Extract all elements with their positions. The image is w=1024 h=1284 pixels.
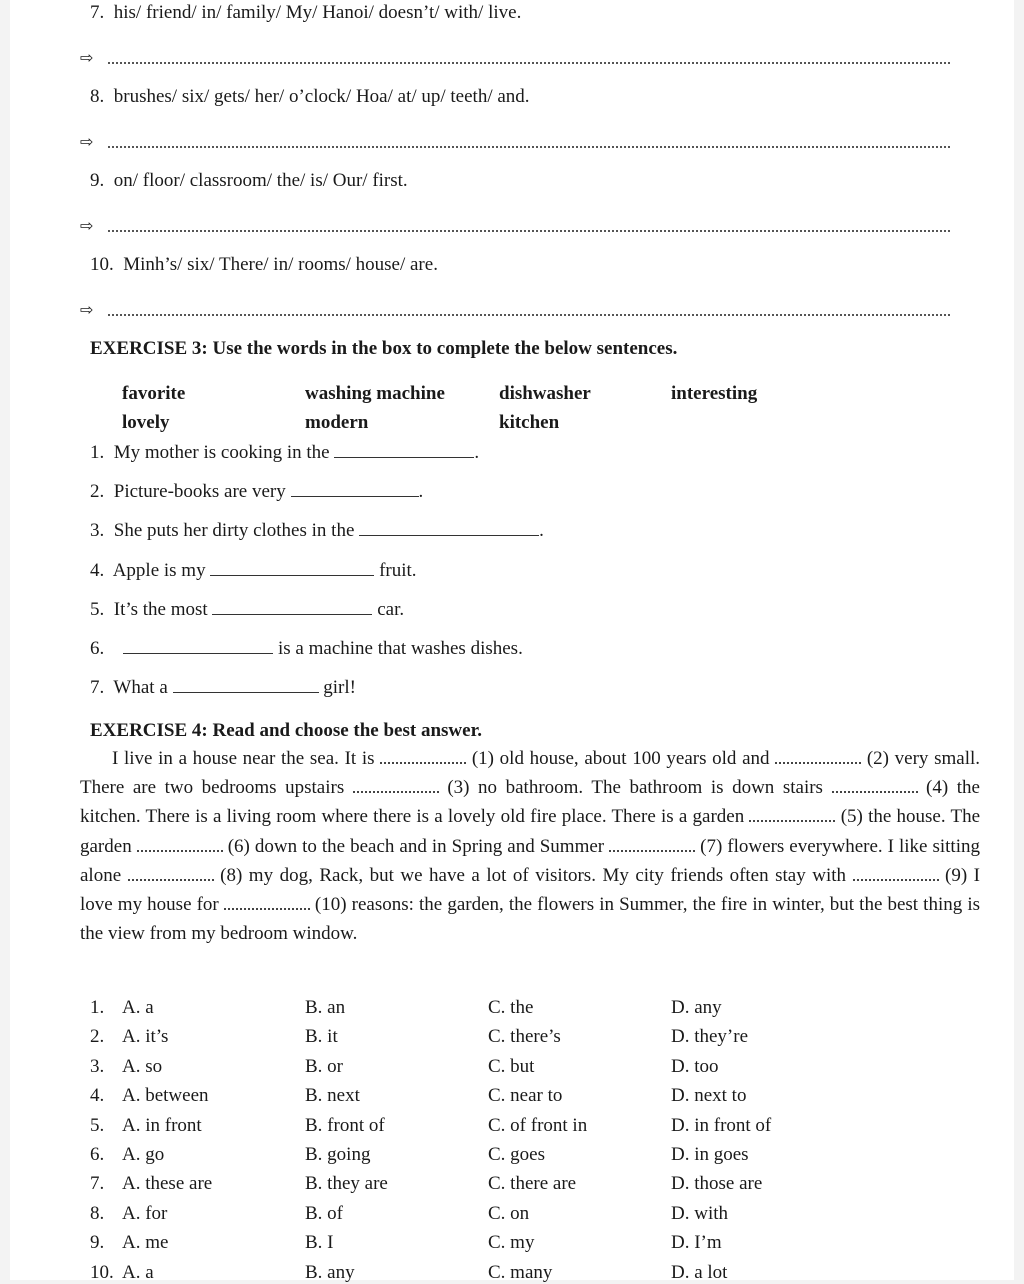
question-number: 2.	[90, 1026, 105, 1047]
exercise-4-title: EXERCISE 4: Read and choose the best answer.	[90, 720, 483, 741]
ex3-sentence	[90, 481, 423, 503]
ex2-item-10	[90, 254, 438, 276]
reading-passage	[80, 744, 980, 948]
item-words: on/ floor/ classroom/ the/ is/ Our/ first.	[113, 170, 408, 191]
ex2-item-7	[90, 2, 521, 24]
option-b[interactable]: B. I	[305, 1232, 334, 1253]
answer-blank[interactable]	[123, 639, 273, 654]
answer-line[interactable]	[108, 230, 950, 232]
ex3-sentence	[90, 520, 544, 542]
gap-4[interactable]	[832, 779, 918, 793]
question-number: 3.	[90, 1056, 105, 1077]
option-a[interactable]: A. so	[122, 1056, 163, 1077]
passage-text: (3) no bathroom. The bathroom is down stairs	[438, 777, 832, 799]
gap-1[interactable]	[380, 750, 466, 764]
question-number: 10.	[90, 1262, 114, 1283]
exercise-3-title: EXERCISE 3: Use the words in the box to complete the below sentences.	[90, 338, 678, 359]
passage-text: I live in a house near the sea. It is	[112, 748, 381, 769]
item-words: Minh’s/ six/ There/ in/ rooms/ house/ are.	[123, 254, 438, 275]
sentence-text: .	[418, 481, 424, 502]
option-c[interactable]: C. many	[488, 1262, 553, 1283]
option-d[interactable]: D. in goes	[671, 1144, 749, 1165]
sentence-text: Picture-books are very	[113, 481, 286, 502]
option-a[interactable]: A. it’s	[122, 1026, 169, 1047]
option-b[interactable]: B. going	[305, 1144, 371, 1165]
option-b[interactable]: B. it	[305, 1026, 338, 1047]
item-number: 7.	[90, 677, 105, 698]
word-box-item: lovely	[122, 412, 170, 433]
gap-2[interactable]	[775, 750, 861, 764]
sentence-text: My mother is cooking in the	[113, 442, 330, 463]
passage-text: (5) the house. The garden	[80, 806, 981, 857]
option-a[interactable]: A. a	[122, 997, 154, 1018]
gap-10[interactable]	[224, 896, 310, 910]
passage-text: (4) the kitchen. There is a living room where there is a lovely old fire place. There is a garden	[80, 777, 980, 828]
option-b[interactable]: B. they are	[305, 1173, 388, 1194]
answer-blank[interactable]	[334, 443, 474, 458]
ex3-sentence	[90, 599, 404, 621]
option-a[interactable]: A. go	[122, 1144, 165, 1165]
sentence-text: .	[539, 520, 544, 541]
answer-blank[interactable]	[291, 482, 419, 497]
ex3-sentence	[90, 638, 523, 660]
gap-9[interactable]	[853, 867, 939, 881]
sentence-text: What a	[113, 677, 168, 698]
ex3-sentence	[90, 560, 417, 582]
item-number: 1.	[90, 442, 105, 463]
item-number: 6.	[90, 638, 105, 659]
passage-text: (7) flowers everywhere. I like sitting alone	[80, 835, 980, 886]
answer-line[interactable]	[108, 146, 950, 148]
item-number: 3.	[90, 520, 105, 541]
arrow-icon: ⇨	[80, 48, 94, 67]
ex3-sentence	[90, 677, 356, 699]
passage-text: (10) reasons: the garden, the flowers in Summer, the fire in winter, but the best thing is the view from my bedroom window.	[80, 894, 980, 945]
option-b[interactable]: B. of	[305, 1203, 343, 1224]
sentence-text: girl!	[323, 677, 356, 698]
gap-3[interactable]	[353, 779, 439, 793]
ex3-sentence	[90, 442, 479, 464]
option-d[interactable]: D. too	[671, 1056, 719, 1077]
option-c[interactable]: C. there’s	[488, 1026, 561, 1047]
item-number: 4.	[90, 560, 105, 581]
option-a[interactable]: A. for	[122, 1203, 168, 1224]
arrow-icon: ⇨	[80, 300, 94, 319]
question-number: 5.	[90, 1115, 105, 1136]
question-number: 8.	[90, 1203, 105, 1224]
option-c[interactable]: C. the	[488, 997, 534, 1018]
option-a[interactable]: A. a	[122, 1262, 154, 1283]
option-d[interactable]: D. those are	[671, 1173, 763, 1194]
word-box-item: kitchen	[499, 412, 560, 433]
item-number: 7.	[90, 2, 105, 23]
option-a[interactable]: A. these are	[122, 1173, 213, 1194]
passage-text: (1) old house, about 100 years old and	[466, 748, 776, 769]
gap-8[interactable]	[128, 867, 214, 881]
question-number: 1.	[90, 997, 105, 1018]
item-number: 10.	[90, 254, 114, 275]
passage-text: (9) I love my house for	[80, 864, 980, 916]
option-a[interactable]: A. me	[122, 1232, 169, 1253]
option-c[interactable]: C. but	[488, 1056, 535, 1077]
sentence-text: Apple is my	[112, 560, 206, 581]
sentence-text: .	[474, 442, 480, 463]
item-number: 2.	[90, 481, 105, 502]
option-b[interactable]: B. or	[305, 1056, 343, 1077]
word-box-item: dishwasher	[499, 383, 591, 404]
sentence-text: She puts her dirty clothes in the	[113, 520, 355, 541]
word-box-item: modern	[305, 412, 369, 433]
item-number: 5.	[90, 599, 105, 620]
option-c[interactable]: C. on	[488, 1203, 530, 1224]
arrow-icon: ⇨	[80, 132, 94, 151]
option-d[interactable]: D. next to	[671, 1085, 747, 1106]
option-d[interactable]: D. in front of	[671, 1115, 772, 1136]
option-d[interactable]: D. I’m	[671, 1232, 722, 1253]
question-number: 4.	[90, 1085, 105, 1106]
sentence-text: car.	[377, 599, 405, 620]
item-number: 9.	[90, 170, 105, 191]
passage-text: (6) down to the beach and in Spring and Summer	[222, 835, 610, 857]
gap-5[interactable]	[749, 808, 835, 822]
item-number: 8.	[90, 86, 105, 107]
item-words: his/ friend/ in/ family/ My/ Hanoi/ doesn’t/ with/ live.	[113, 2, 522, 23]
option-c[interactable]: C. my	[488, 1232, 535, 1253]
option-c[interactable]: C. of front in	[488, 1115, 588, 1136]
option-c[interactable]: C. goes	[488, 1144, 545, 1165]
option-d[interactable]: D. any	[671, 997, 722, 1018]
question-number: 9.	[90, 1232, 105, 1253]
answer-blank[interactable]	[210, 561, 374, 576]
answer-line[interactable]	[108, 62, 950, 64]
option-c[interactable]: C. near to	[488, 1085, 563, 1106]
option-d[interactable]: D. a lot	[671, 1262, 728, 1283]
answer-blank[interactable]	[173, 678, 319, 693]
ex2-item-9	[90, 170, 408, 192]
word-box-item: favorite	[122, 383, 186, 404]
passage-text: (8) my dog, Rack, but we have a lot of visitors. My city friends often stay with	[213, 864, 853, 886]
gap-7[interactable]	[609, 838, 695, 852]
answer-blank[interactable]	[359, 521, 539, 536]
answer-line[interactable]	[108, 314, 950, 316]
option-d[interactable]: D. with	[671, 1203, 728, 1224]
ex2-item-8	[90, 86, 530, 108]
option-a[interactable]: A. between	[122, 1085, 209, 1106]
gap-6[interactable]	[137, 838, 223, 852]
answer-blank[interactable]	[212, 600, 372, 615]
question-number: 6.	[90, 1144, 105, 1165]
passage-text: (2) very small. There are two bedrooms upstairs	[80, 748, 981, 799]
arrow-icon: ⇨	[80, 216, 94, 235]
item-words: brushes/ six/ gets/ her/ o’clock/ Hoa/ at/ up/ teeth/ and.	[113, 86, 530, 107]
option-c[interactable]: C. there are	[488, 1173, 577, 1194]
option-b[interactable]: B. next	[305, 1085, 360, 1106]
option-d[interactable]: D. they’re	[671, 1026, 749, 1047]
word-box-item: interesting	[671, 383, 758, 404]
option-b[interactable]: B. an	[305, 997, 346, 1018]
sentence-text: It’s the most	[113, 599, 208, 620]
option-b[interactable]: B. front of	[305, 1115, 385, 1136]
sentence-text: is a machine that washes dishes.	[278, 638, 523, 659]
word-box-item: washing machine	[305, 383, 445, 404]
option-a[interactable]: A. in front	[122, 1115, 202, 1136]
option-b[interactable]: B. any	[305, 1262, 355, 1283]
sentence-text: fruit.	[379, 560, 417, 581]
question-number: 7.	[90, 1173, 105, 1194]
